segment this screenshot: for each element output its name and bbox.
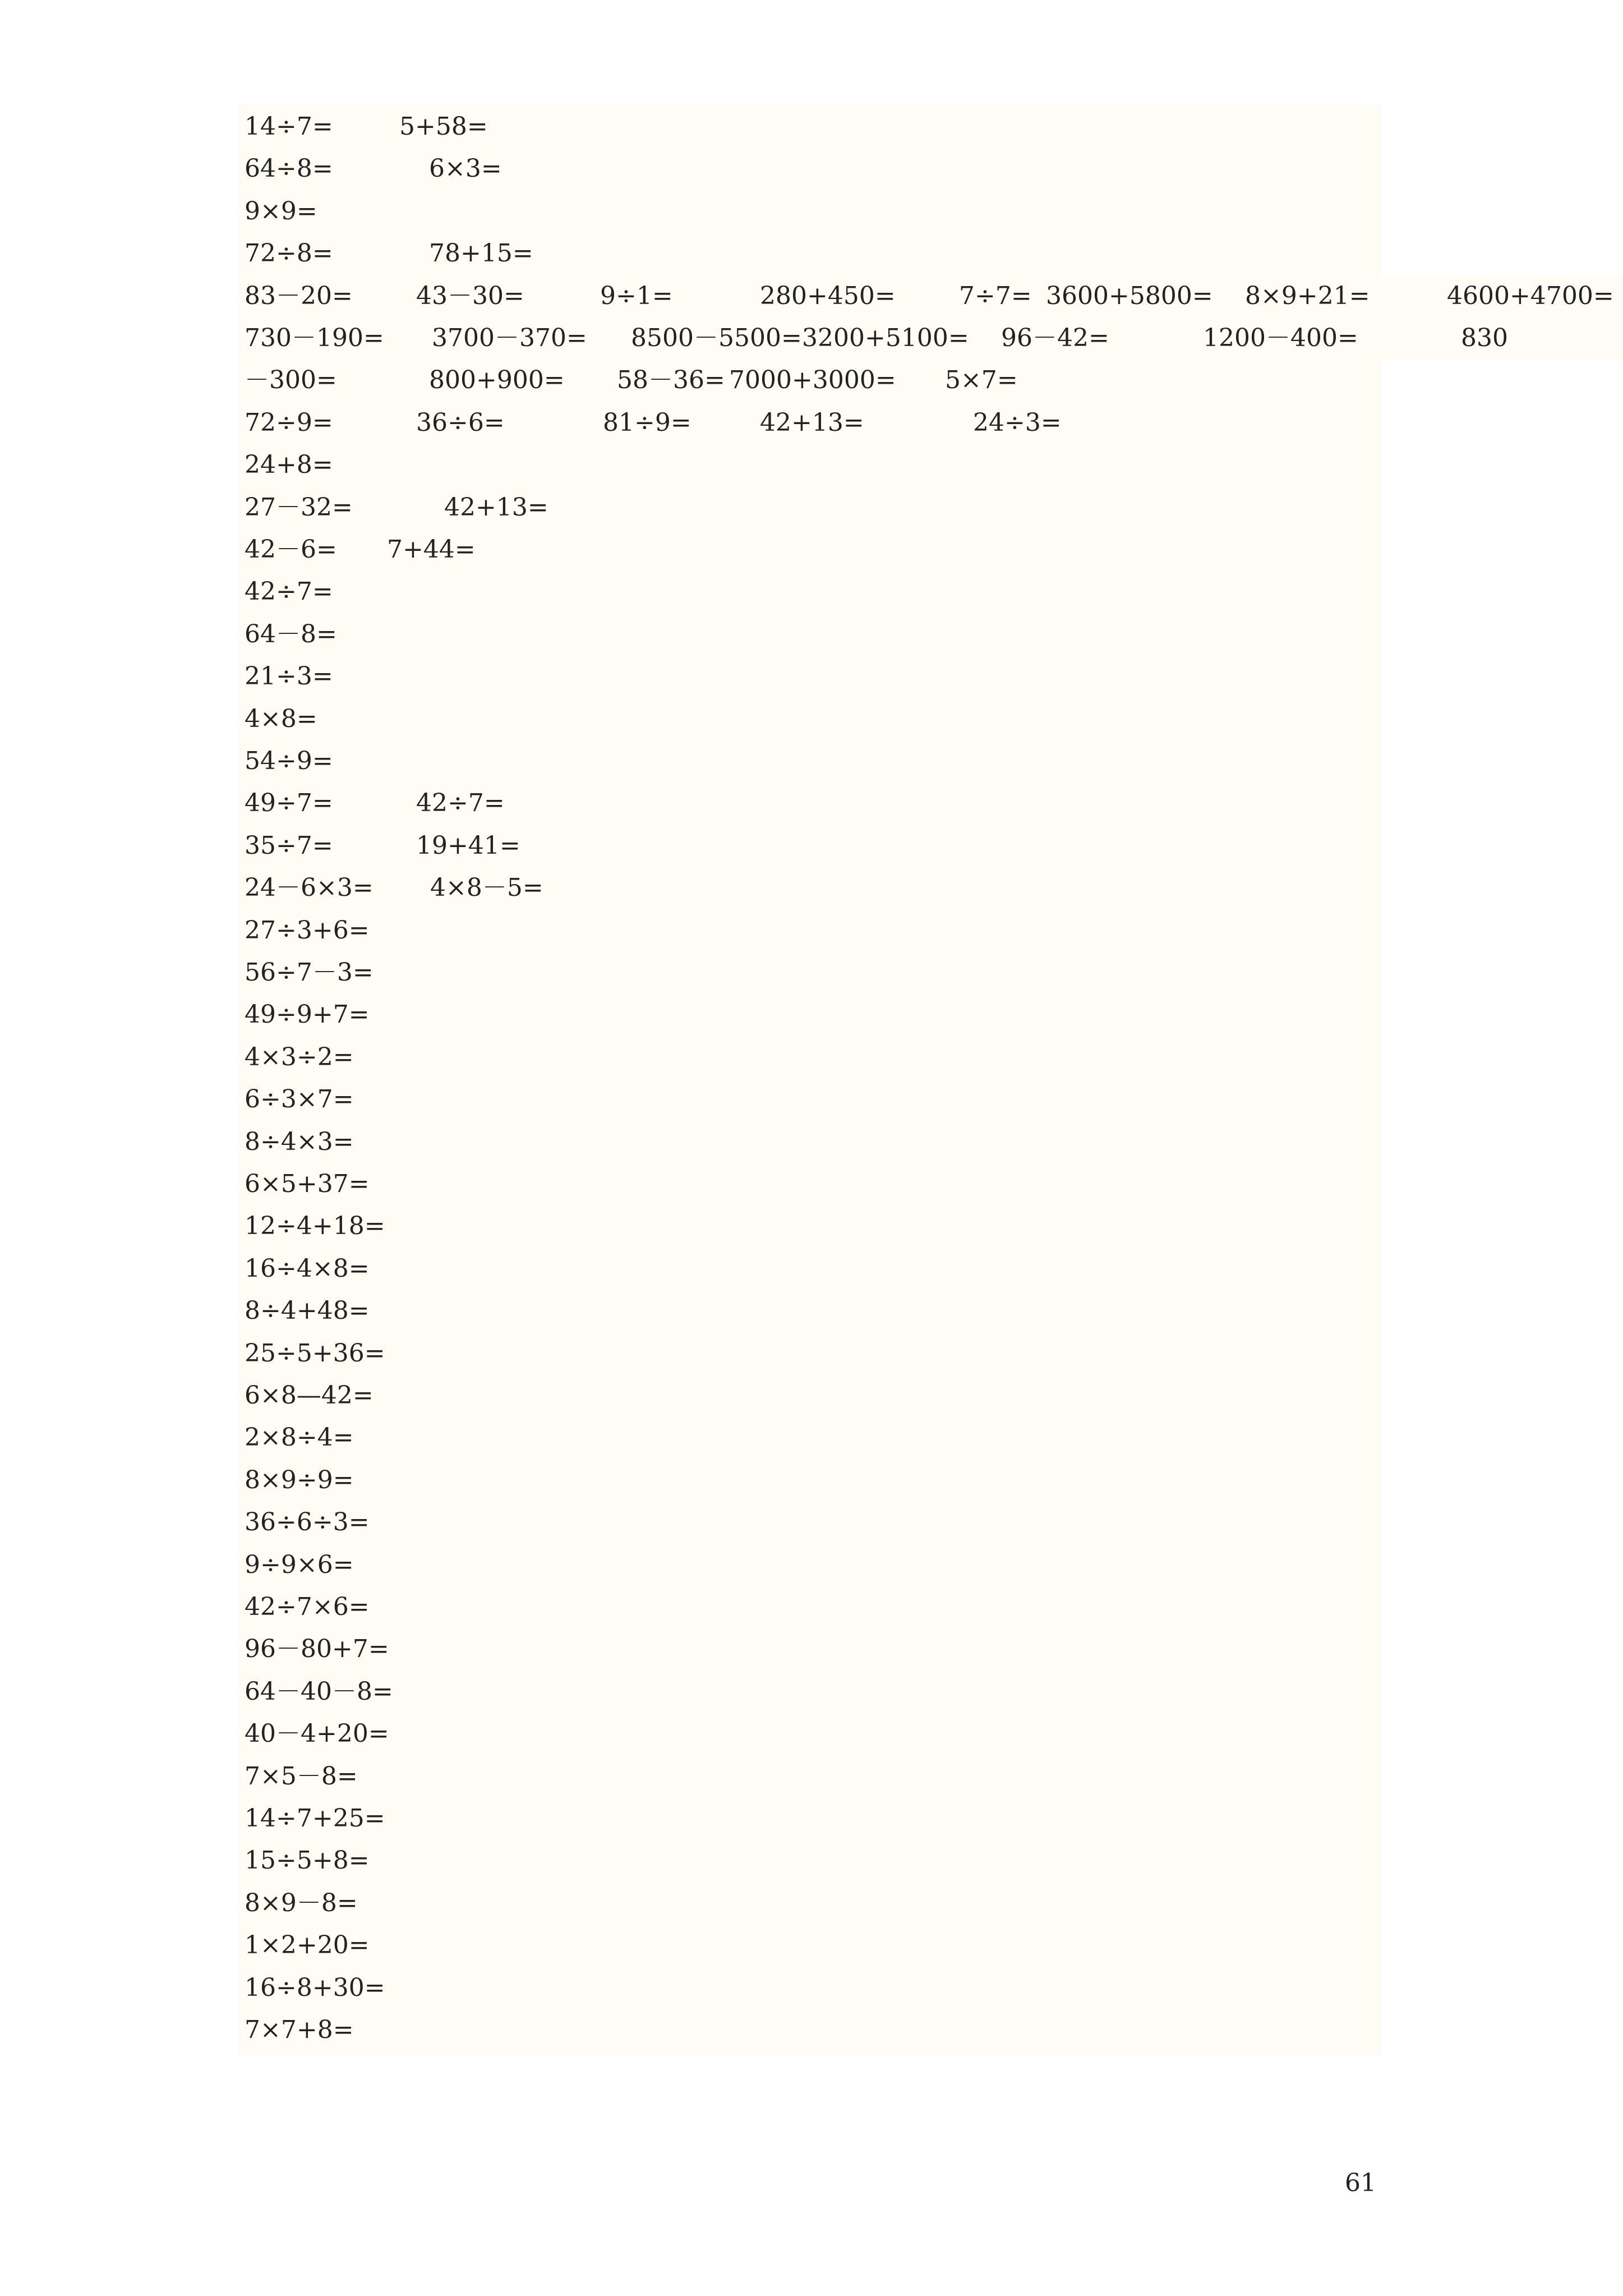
exercise-item: 49÷9+7= bbox=[245, 1000, 370, 1029]
exercise-item: 7×7+8= bbox=[245, 2016, 354, 2044]
exercise-item: 42÷7= bbox=[245, 577, 333, 606]
exercise-row bbox=[0, 1839, 1623, 1881]
exercise-row bbox=[0, 1290, 1623, 1332]
exercise-row bbox=[0, 1459, 1623, 1501]
exercise-item: 27÷3+6= bbox=[245, 916, 370, 945]
exercise-item: 72÷8= bbox=[245, 239, 333, 268]
exercise-row bbox=[0, 444, 1623, 486]
exercise-item: 6×8—42= bbox=[245, 1381, 374, 1410]
exercise-item: 9÷9×6= bbox=[245, 1550, 354, 1579]
exercise-item: 42+13= bbox=[760, 408, 864, 437]
exercise-item: 280+450= bbox=[760, 282, 896, 310]
exercise-item: 8×9－8= bbox=[245, 1889, 358, 1917]
exercise-item: 96－42= bbox=[1001, 324, 1109, 352]
exercise-item: 64÷8= bbox=[245, 154, 333, 183]
exercise-item: 21÷3= bbox=[245, 662, 333, 691]
exercise-item: 14÷7= bbox=[245, 112, 333, 141]
exercise-row bbox=[0, 1078, 1623, 1120]
exercise-row bbox=[0, 993, 1623, 1036]
exercise-row bbox=[0, 951, 1623, 993]
exercise-row bbox=[0, 1205, 1623, 1247]
exercise-item: 7×5－8= bbox=[245, 1762, 358, 1791]
exercise-item: 6×5+37= bbox=[245, 1170, 370, 1198]
exercise-item: 35÷7= bbox=[245, 831, 333, 860]
exercise-row bbox=[0, 1374, 1623, 1416]
exercise-item: 40－4+20= bbox=[245, 1719, 389, 1748]
exercise-item: 7+44= bbox=[387, 535, 476, 564]
exercise-item: 4×8= bbox=[245, 705, 317, 733]
exercise-item: 42－6= bbox=[245, 535, 337, 564]
exercise-item: 42+13= bbox=[444, 493, 548, 522]
exercise-item: 56÷7－3= bbox=[245, 958, 374, 987]
exercise-item: 8500－5500= bbox=[631, 324, 802, 352]
exercise-item: 830 bbox=[1461, 324, 1508, 352]
exercise-row bbox=[0, 190, 1623, 232]
exercise-item: 43－30= bbox=[416, 282, 524, 310]
exercise-row bbox=[0, 1797, 1623, 1839]
exercise-row bbox=[0, 825, 1623, 867]
exercise-item: 36÷6÷3= bbox=[245, 1508, 370, 1536]
exercise-row bbox=[0, 1882, 1623, 1924]
exercise-item: 81÷9= bbox=[603, 408, 691, 437]
exercise-item: 72÷9= bbox=[245, 408, 333, 437]
exercise-item: 16÷4×8= bbox=[245, 1254, 370, 1283]
exercise-item: 5×7= bbox=[945, 366, 1018, 394]
exercise-row bbox=[0, 1586, 1623, 1628]
exercise-row bbox=[0, 655, 1623, 697]
exercise-item: 9÷1= bbox=[600, 282, 673, 310]
exercise-row bbox=[0, 105, 1623, 148]
exercise-item: 7÷7= bbox=[959, 282, 1032, 310]
exercise-item: 36÷6= bbox=[416, 408, 505, 437]
exercise-item: 4600+4700= bbox=[1447, 282, 1614, 310]
exercise-row bbox=[0, 1924, 1623, 1966]
exercise-item: 8×9+21= bbox=[1245, 282, 1370, 310]
exercise-item: 24－6×3= bbox=[245, 873, 374, 902]
exercise-row bbox=[0, 232, 1623, 274]
exercise-row bbox=[0, 740, 1623, 782]
exercise-item: 1200－400= bbox=[1203, 324, 1358, 352]
exercise-row bbox=[0, 275, 1623, 317]
exercise-item: 3200+5100= bbox=[802, 324, 969, 352]
exercise-row bbox=[0, 1163, 1623, 1205]
exercise-item: 42÷7= bbox=[416, 789, 505, 817]
exercise-item: 49÷7= bbox=[245, 789, 333, 817]
exercise-item: 8÷4×3= bbox=[245, 1128, 354, 1156]
exercise-item: 730－190= bbox=[245, 324, 384, 352]
exercise-row bbox=[0, 1713, 1623, 1755]
exercise-item: 54÷9= bbox=[245, 747, 333, 775]
exercise-item: 12÷4+18= bbox=[245, 1212, 385, 1240]
exercise-item: 4×8－5= bbox=[430, 873, 543, 902]
exercise-item: 25÷5+36= bbox=[245, 1339, 385, 1368]
exercise-item: 9×9= bbox=[245, 197, 317, 226]
exercise-item: 15÷5+8= bbox=[245, 1846, 370, 1875]
exercise-row bbox=[0, 486, 1623, 528]
exercise-item: 3600+5800= bbox=[1046, 282, 1213, 310]
exercise-item: －300= bbox=[245, 366, 337, 394]
exercise-item: 8×9÷9= bbox=[245, 1466, 354, 1494]
exercise-item: 58－36= bbox=[617, 366, 725, 394]
exercise-item: 83－20= bbox=[245, 282, 353, 310]
exercise-row bbox=[0, 528, 1623, 570]
exercise-item: 19+41= bbox=[416, 831, 520, 860]
exercise-row bbox=[0, 148, 1623, 190]
exercise-item: 7000+3000= bbox=[729, 366, 896, 394]
exercise-item: 42÷7×6= bbox=[245, 1593, 370, 1621]
exercise-item: 1×2+20= bbox=[245, 1931, 370, 1959]
exercise-row bbox=[0, 867, 1623, 909]
exercise-row bbox=[0, 1544, 1623, 1586]
exercise-item: 27－32= bbox=[245, 493, 353, 522]
exercise-row bbox=[0, 402, 1623, 444]
exercise-item: 78+15= bbox=[429, 239, 533, 268]
exercise-row bbox=[0, 782, 1623, 824]
exercise-row bbox=[0, 909, 1623, 951]
exercise-row bbox=[0, 1121, 1623, 1163]
exercise-item: 64－8= bbox=[245, 620, 337, 648]
exercise-row bbox=[0, 1036, 1623, 1078]
exercise-item: 16÷8+30= bbox=[245, 1973, 385, 2002]
page-number: 61 bbox=[1345, 2169, 1376, 2197]
exercise-row bbox=[0, 1416, 1623, 1458]
exercise-row bbox=[0, 2009, 1623, 2051]
exercise-item: 8÷4+48= bbox=[245, 1296, 370, 1325]
exercise-row bbox=[0, 1755, 1623, 1797]
exercise-item: 14÷7+25= bbox=[245, 1804, 385, 1833]
exercise-item: 6×3= bbox=[429, 154, 502, 183]
exercise-item: 6÷3×7= bbox=[245, 1085, 354, 1114]
exercise-row bbox=[0, 1501, 1623, 1543]
exercise-row bbox=[0, 1671, 1623, 1713]
exercise-row bbox=[0, 570, 1623, 613]
exercise-item: 96－80+7= bbox=[245, 1635, 389, 1663]
exercise-item: 64－40－8= bbox=[245, 1677, 393, 1706]
exercise-row bbox=[0, 1967, 1623, 2009]
exercise-item: 24÷3= bbox=[973, 408, 1062, 437]
exercise-row bbox=[0, 1628, 1623, 1670]
exercise-item: 800+900= bbox=[429, 366, 565, 394]
exercise-row bbox=[0, 317, 1623, 359]
exercise-item: 24+8= bbox=[245, 450, 333, 479]
exercise-item: 4×3÷2= bbox=[245, 1043, 354, 1071]
exercise-row bbox=[0, 359, 1623, 401]
exercise-row bbox=[0, 1332, 1623, 1374]
exercise-item: 2×8÷4= bbox=[245, 1423, 354, 1452]
exercise-item: 5+58= bbox=[399, 112, 488, 141]
exercise-row bbox=[0, 698, 1623, 740]
exercise-row bbox=[0, 613, 1623, 655]
exercise-row bbox=[0, 1248, 1623, 1290]
exercise-item: 3700－370= bbox=[432, 324, 587, 352]
